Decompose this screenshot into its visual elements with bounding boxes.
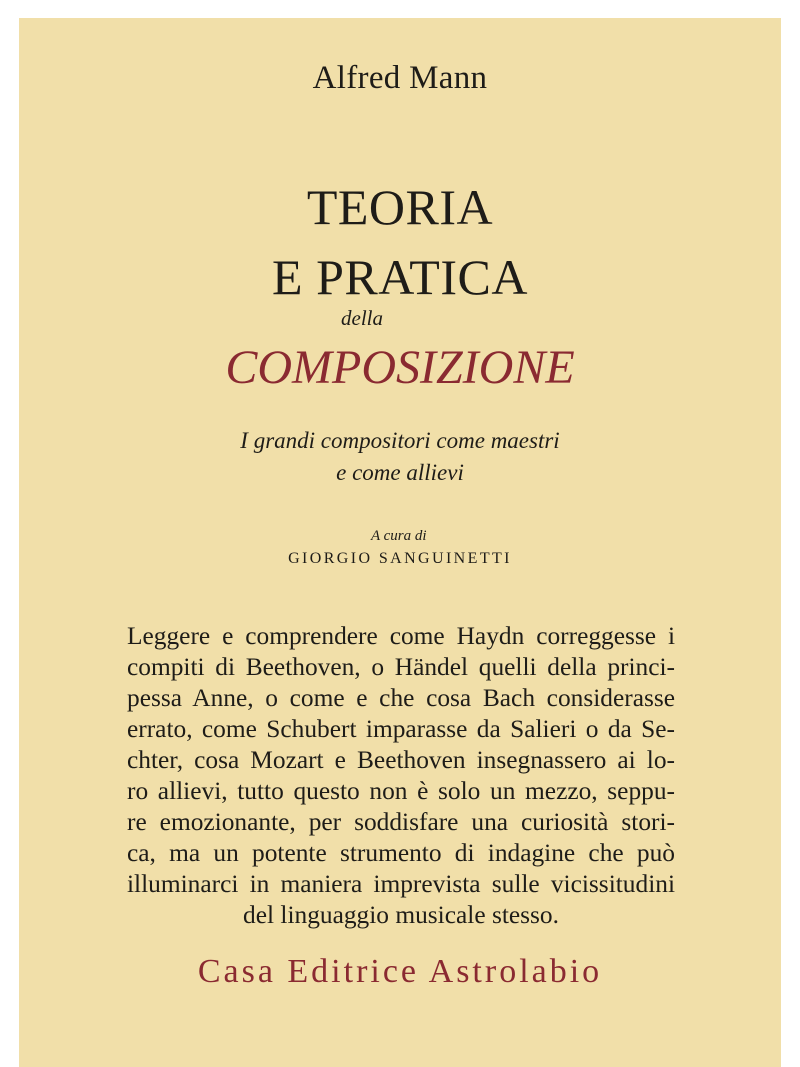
blurb-line: ca, ma un potente strumento di indagine che può — [127, 839, 675, 867]
blurb-line: del linguaggio musicale stesso. — [243, 901, 559, 929]
title-line-e-pratica: E PRATICA — [272, 249, 528, 305]
title-line-teoria: TEORIA — [306, 179, 494, 235]
curator-label: A cura di — [371, 528, 427, 544]
blurb-line: ro allievi, tutto questo non è solo un mezzo, seppu- — [127, 777, 675, 805]
book-cover — [19, 18, 781, 1067]
title-connector-della: della — [341, 306, 383, 330]
subtitle-line-1: I grandi compositori come maestri — [240, 428, 560, 453]
curator-name: GIORGIO SANGUINETTI — [288, 550, 512, 567]
blurb-line: chter, cosa Mozart e Beethoven insegnassero ai lo- — [127, 746, 675, 774]
blurb-line: compiti di Beethoven, o Händel quelli della princi- — [127, 653, 675, 681]
blurb-line: errato, come Schubert imparasse da Salieri o da Se- — [127, 715, 675, 743]
publisher-name: Casa Editrice Astrolabio — [197, 953, 603, 990]
blurb-line: Leggere e comprendere come Haydn correggesse i — [127, 622, 675, 650]
blurb-line: re emozionante, per soddisfare una curiosità stori- — [127, 808, 675, 836]
subtitle-line-2: e come allievi — [336, 460, 464, 485]
blurb-line: illuminarci in maniera imprevista sulle vicissitudini — [127, 870, 675, 898]
blurb-line: pessa Anne, o come e che cosa Bach considerasse — [127, 684, 675, 712]
title-line-composizione: COMPOSIZIONE — [225, 341, 575, 394]
blurb-text — [127, 621, 675, 931]
author-name: Alfred Mann — [312, 60, 488, 96]
